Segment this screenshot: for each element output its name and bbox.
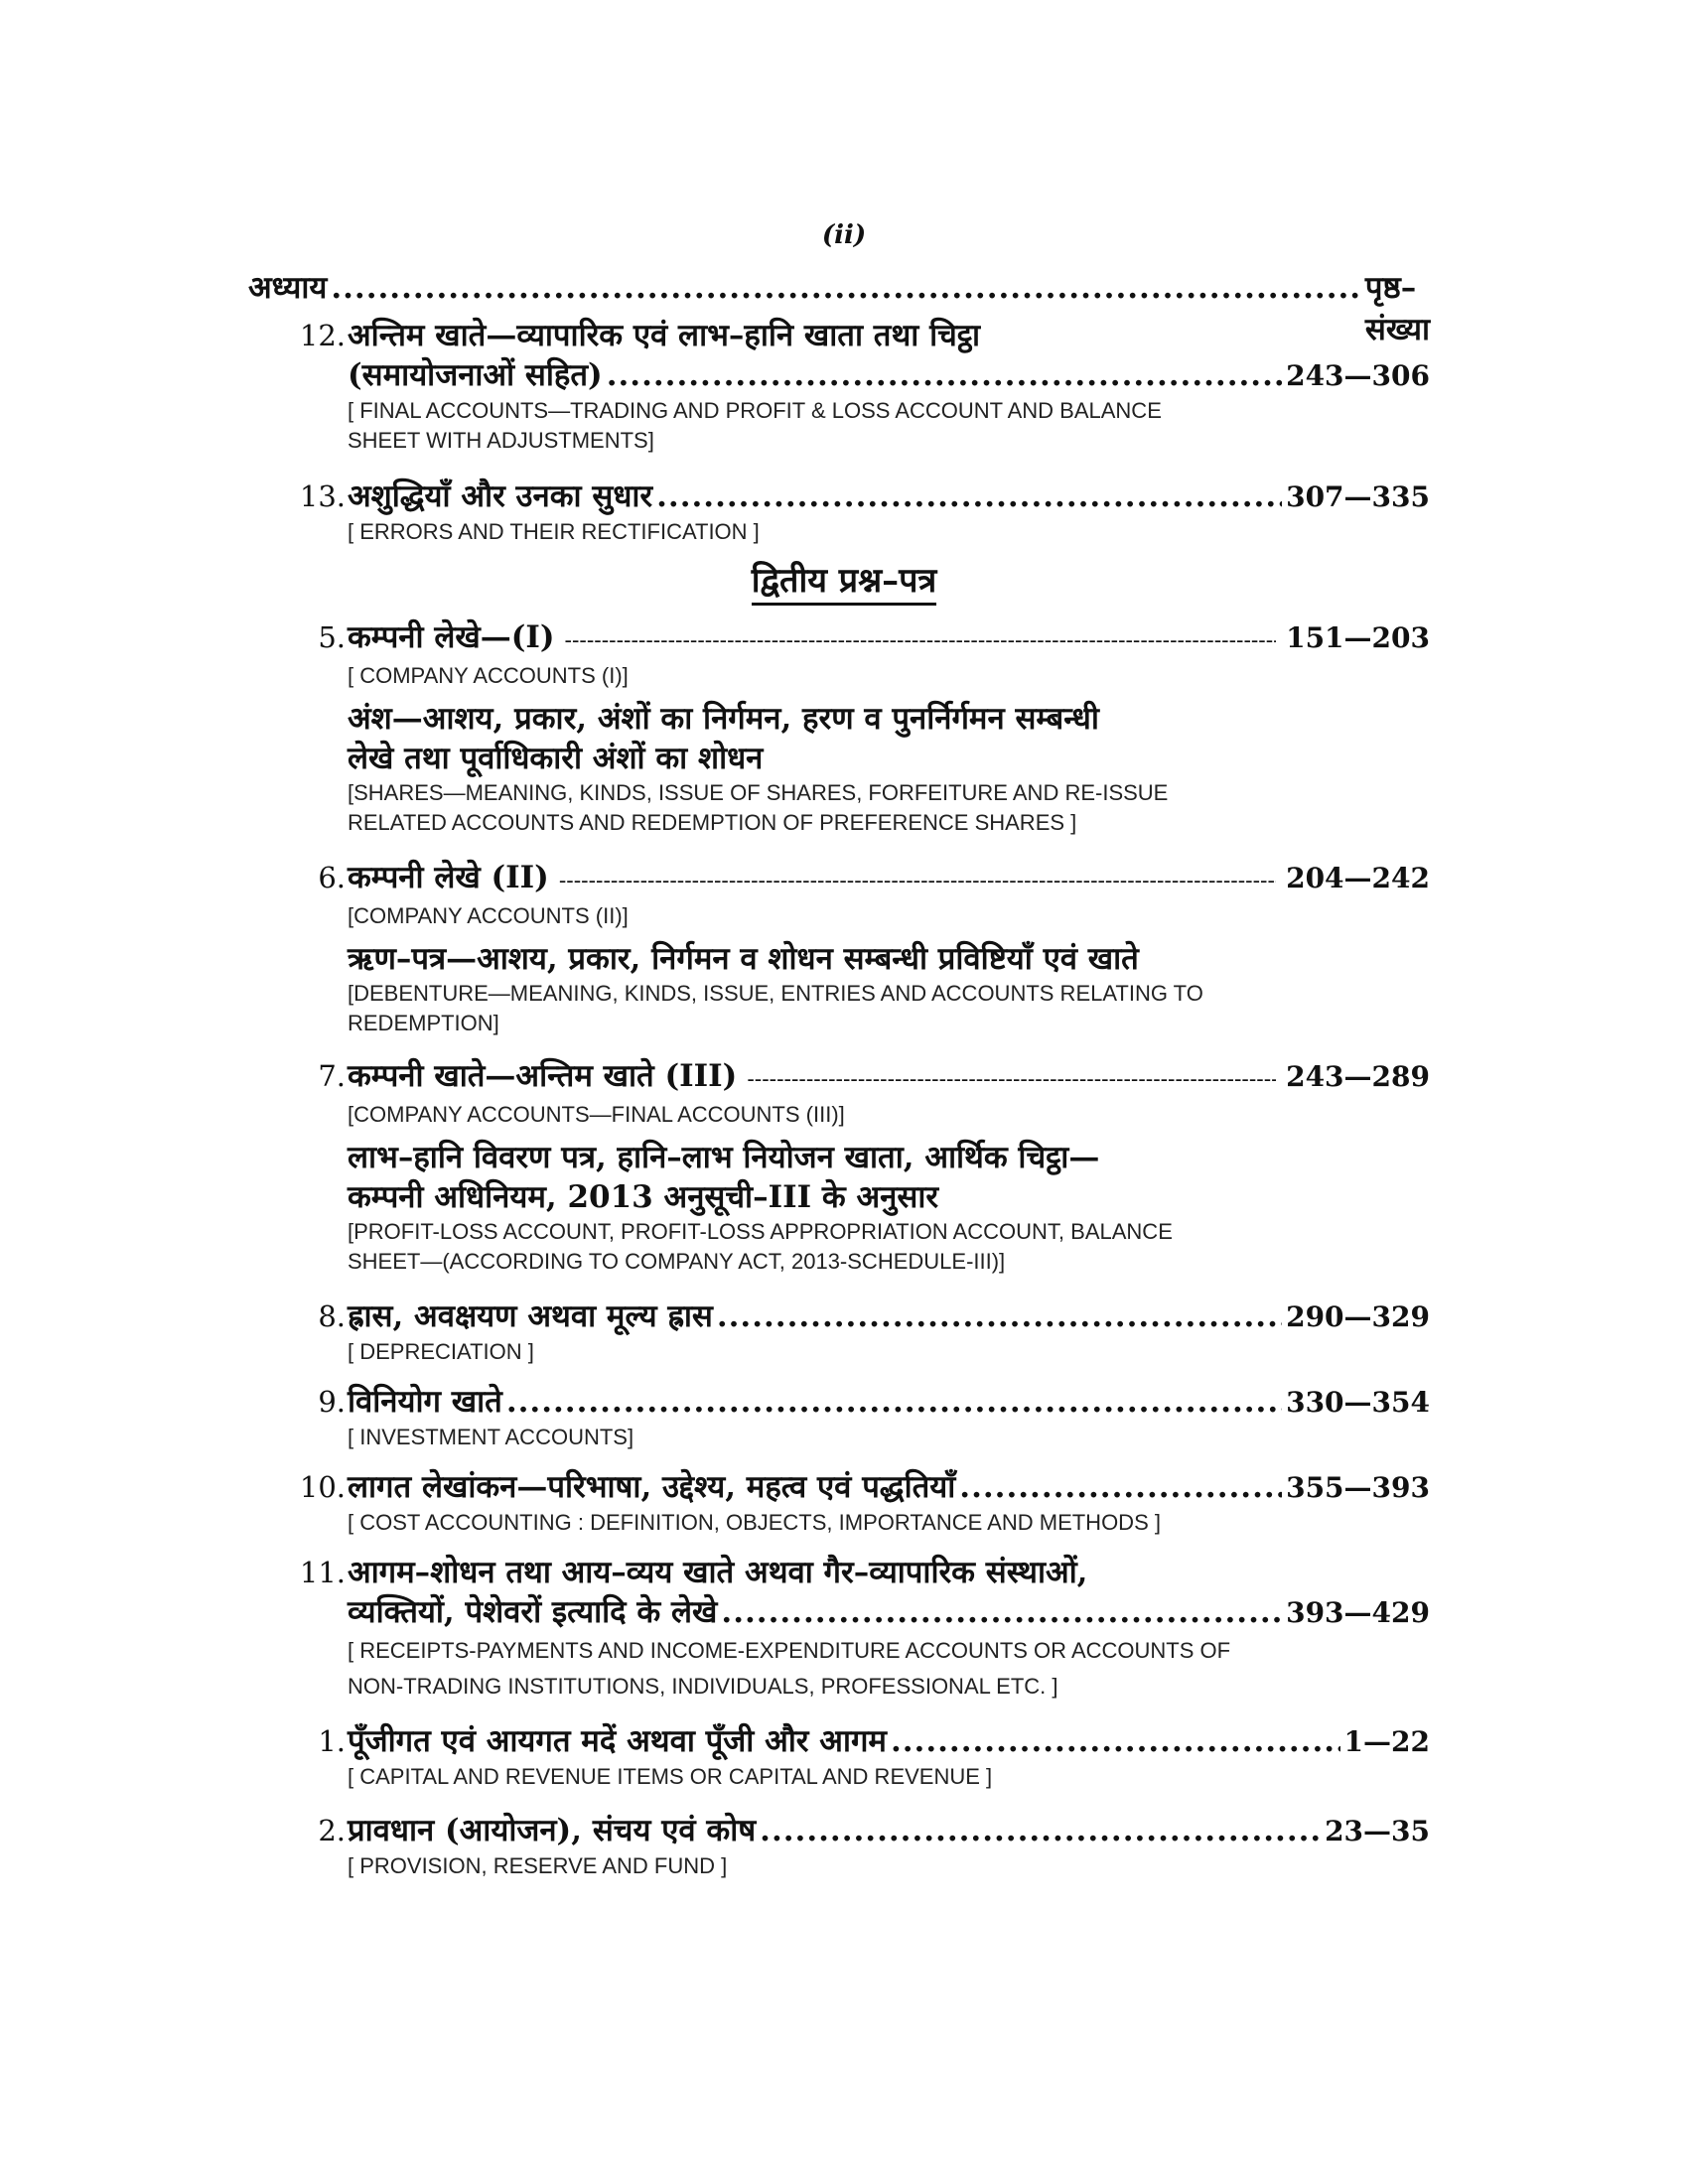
entry-title-line: व्यक्तियों, पेशेवरों इत्यादि के लेखे ..... 393—429	[348, 1592, 1430, 1633]
entry-title: ह्रास, अवक्षयण अथवा मूल्य ह्रास	[348, 1298, 713, 1334]
entry-english: [ PROVISION, RESERVE AND FUND ]	[348, 1853, 728, 1878]
entry-number: 1.	[318, 1724, 346, 1758]
entry-title-line: आगम–शोधन तथा आय–व्यय खाते अथवा गैर–व्यापारिक संस्थाओं,	[348, 1555, 1088, 1590]
entry-number: 5.	[318, 620, 346, 654]
header-chapter-label: अध्याय	[248, 270, 328, 306]
header-page-label: पृष्ठ–संख्या	[1364, 270, 1431, 347]
entry-title: पूँजीगत एवं आयगत मदें अथवा पूँजी और आगम	[348, 1723, 887, 1759]
entry-subtitle: लेखे तथा पूर्वाधिकारी अंशों का शोधन	[348, 741, 764, 776]
entry-number: 10.	[299, 1470, 346, 1504]
entry-title: लागत लेखांकन—परिभाषा, उद्देश्य, महत्व एवं पद्धतियाँ	[348, 1469, 956, 1505]
leader-dots	[891, 1721, 1340, 1761]
entry-pages: 1—22	[1343, 1725, 1430, 1758]
entry-number: 9.	[318, 1385, 346, 1419]
entry-pages: 290—329	[1286, 1300, 1430, 1333]
leader-dashes	[559, 862, 1276, 901]
entry-number: 6.	[318, 861, 346, 894]
entry-title-line: अन्तिम खाते—व्यापारिक एवं लाभ–हानि खाता तथा चिट्ठा	[348, 318, 980, 353]
entry-english: [COMPANY ACCOUNTS (II)]	[348, 903, 629, 928]
entry-title: अशुद्धियाँ और उनका सुधार	[348, 478, 653, 514]
entry-pages: 243—289	[1286, 1060, 1430, 1093]
entry-pages: 151—203	[1286, 621, 1430, 654]
entry-english: [ ERRORS AND THEIR RECTIFICATION ]	[348, 519, 760, 544]
leader-dots	[607, 355, 1282, 395]
entry-english: [ CAPITAL AND REVENUE ITEMS OR CAPITAL AND REVENUE ]	[348, 1764, 993, 1789]
leader-dots	[506, 1382, 1282, 1422]
entry-title: कम्पनी लेखे (II)	[348, 860, 549, 895]
leader-dots	[656, 477, 1282, 516]
entry-english: [ COMPANY ACCOUNTS (I)]	[348, 663, 629, 688]
entry-subtitle: लाभ–हानि विवरण पत्र, हानि–लाभ नियोजन खाता, आर्थिक चिट्ठा—	[348, 1140, 1100, 1175]
leader-dots	[959, 1467, 1282, 1507]
entry-english: NON-TRADING INSTITUTIONS, INDIVIDUALS, PROFESSIONAL ETC. ]	[348, 1674, 1058, 1699]
entry-title: कम्पनी लेखे—(I)	[348, 619, 555, 655]
entry-number: 12.	[299, 319, 346, 352]
entry-subtitle: कम्पनी अधिनियम, 2013 अनुसूची–III के अनुसार	[348, 1179, 939, 1215]
entry-pages: 23—35	[1325, 1815, 1430, 1847]
entry-number: 8.	[318, 1299, 346, 1333]
entry-title-line: (समायोजनाओं सहित) ..... 243—306	[348, 355, 1430, 396]
page-number: (ii)	[821, 220, 867, 250]
entry-english: [ RECEIPTS-PAYMENTS AND INCOME-EXPENDITURE ACCOUNTS OR ACCOUNTS OF	[348, 1638, 1231, 1663]
entry-title: विनियोग खाते	[348, 1384, 502, 1420]
entry-english: SHEET WITH ADJUSTMENTS]	[348, 428, 654, 453]
entry-english: [COMPANY ACCOUNTS—FINAL ACCOUNTS (III)]	[348, 1102, 845, 1127]
entry-english: [ COST ACCOUNTING : DEFINITION, OBJECTS, IMPORTANCE AND METHODS ]	[348, 1510, 1161, 1535]
leader-dots	[331, 270, 1361, 306]
entry-pages: 204—242	[1286, 862, 1430, 894]
leader-dashes	[747, 1060, 1276, 1100]
entry-number: 7.	[318, 1059, 346, 1093]
entry-english: REDEMPTION]	[348, 1011, 499, 1035]
entry-english: [DEBENTURE—MEANING, KINDS, ISSUE, ENTRIES AND ACCOUNTS RELATING TO	[348, 981, 1203, 1006]
entry-english: SHEET—(ACCORDING TO COMPANY ACT, 2013-SCHEDULE-III)]	[348, 1249, 1006, 1274]
entry-english: [SHARES—MEANING, KINDS, ISSUE OF SHARES, FORFEITURE AND RE-ISSUE	[348, 780, 1169, 805]
entry-subtitle: ऋण–पत्र—आशय, प्रकार, निर्गमन व शोधन सम्बन्धी प्रविष्टियाँ एवं खाते	[348, 941, 1139, 977]
entry-number: 13.	[299, 479, 346, 513]
entry-pages: 307—335	[1286, 480, 1430, 513]
entry-title: प्रावधान (आयोजन), संचय एवं कोष	[348, 1813, 757, 1848]
leader-dots	[717, 1297, 1282, 1336]
entry-english: [ DEPRECIATION ]	[348, 1339, 534, 1364]
leader-dots	[721, 1592, 1282, 1632]
entry-title: कम्पनी खाते—अन्तिम खाते (III)	[348, 1058, 738, 1094]
entry-number: 2.	[318, 1814, 346, 1847]
section-title: द्वितीय प्रश्न–पत्र	[0, 556, 1688, 602]
entry-english: RELATED ACCOUNTS AND REDEMPTION OF PREFERENCE SHARES ]	[348, 810, 1077, 835]
entry-pages: 355—393	[1286, 1471, 1430, 1504]
entry-english: [PROFIT-LOSS ACCOUNT, PROFIT-LOSS APPROPRIATION ACCOUNT, BALANCE	[348, 1219, 1173, 1244]
entry-pages: 393—429	[1286, 1596, 1430, 1629]
leader-dots	[760, 1811, 1321, 1850]
entry-subtitle: अंश—आशय, प्रकार, अंशों का निर्गमन, हरण व पुनर्निर्गमन सम्बन्धी	[348, 701, 1099, 737]
leader-dashes	[565, 621, 1277, 661]
entry-english: [ INVESTMENT ACCOUNTS]	[348, 1425, 634, 1449]
entry-english: [ FINAL ACCOUNTS—TRADING AND PROFIT & LOSS ACCOUNT AND BALANCE	[348, 398, 1162, 423]
entry-pages: 330—354	[1286, 1386, 1430, 1419]
entry-number: 11.	[299, 1556, 346, 1589]
entry-pages: 243—306	[1286, 359, 1430, 392]
